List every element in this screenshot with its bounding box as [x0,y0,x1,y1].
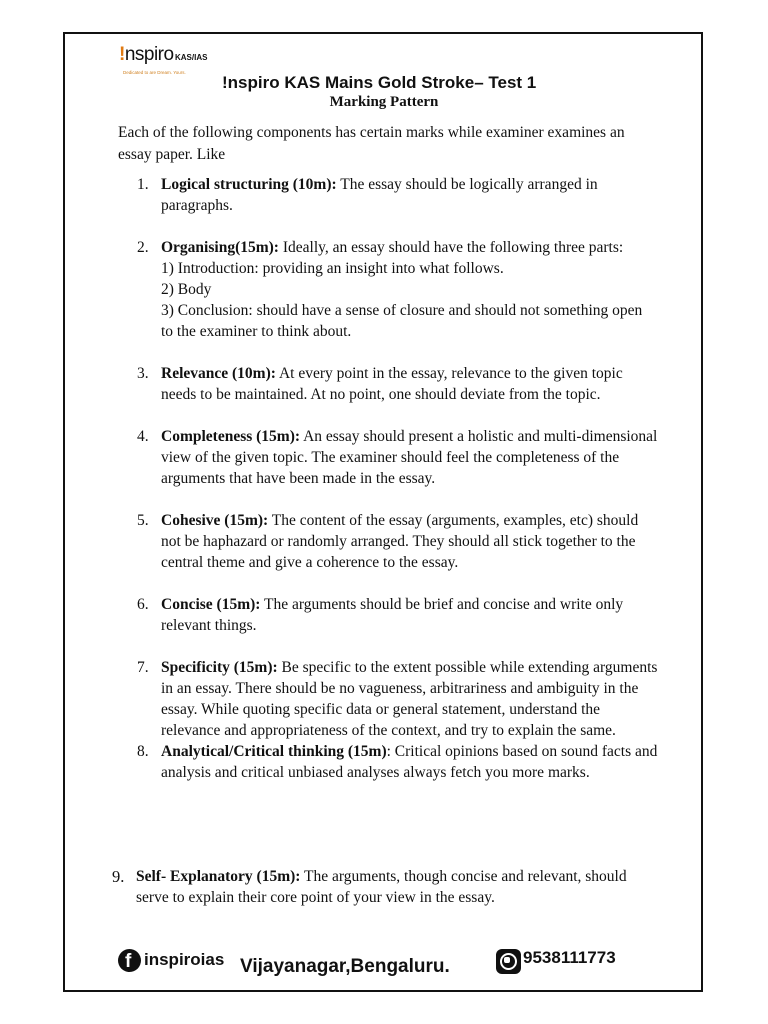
list-item [118,594,658,636]
item-heading: Logical structuring (10m): [161,176,337,193]
item-heading: Self- Explanatory (15m): [136,868,301,885]
item-text: The content of the essay (arguments, examples, etc) should not be haphazard or randomly arranged. They should all stick together to the central theme and give a coherence to the essay. [161,512,639,571]
item-heading: Specificity (15m): [161,659,278,676]
list-item [118,363,658,405]
item-heading: Analytical/Critical thinking (15m) [161,743,387,760]
item-subline: 1) Introduction: providing an insight into what follows. [161,260,504,277]
item-heading: Relevance (10m): [161,365,276,382]
item-number: 4. [137,428,149,445]
list-item [118,426,658,489]
item-number: 5. [137,512,149,529]
item-subline: 3) Conclusion: should have a sense of closure and should not something open to the examiner to think about. [161,302,643,340]
item-number: 2. [137,239,149,256]
logo-bang: ! [119,44,125,65]
logo-superscript: KAS/IAS [175,53,208,62]
phone-number: 9538111773 [523,948,616,967]
list-item [118,237,658,342]
item-text: Be specific to the extent possible while extending arguments in an essay. There should be no vagueness, arbitrariness and ambiguity in the essay. While quoting specific data or general statement, understand the relevance and appropriateness of the context, and try to explain the same. [161,659,658,739]
item-text: At every point in the essay, relevance to the given topic needs to be maintained. At no point, one should deviate from the topic. [161,365,623,403]
list-item [112,866,657,908]
list-item [118,741,658,783]
page-subtitle: Marking Pattern [329,94,439,110]
item-subline: 2) Body [161,281,212,298]
item-number: 7. [137,659,149,676]
item-text: The essay should be logically arranged in paragraphs. [161,176,598,214]
logo-tagline: Dedicated to are Dream. Yours. [123,70,186,75]
social-handle: inspiroias [144,950,225,969]
item-number: 3. [137,365,149,382]
whatsapp-icon [496,949,521,974]
list-item [118,510,658,573]
marking-list [118,174,658,783]
list-item [118,657,658,741]
item-text: An essay should present a holistic and multi-dimensional view of the given topic. The examiner should feel the completeness of the arguments that have been made in the essay. [161,428,658,487]
item-text: : Critical opinions based on sound facts and analysis and critical unbiased analyses always fetch you more marks. [161,743,658,781]
intro-paragraph: Each of the following components has certain marks while examiner examines an essay paper. Like [118,124,625,163]
item-text: Ideally, an essay should have the following three parts: [278,239,624,256]
item-heading: Cohesive (15m): [161,512,269,529]
footer [118,946,658,980]
item-heading: Organising(15m): [161,239,279,256]
item-number: 1. [137,176,149,193]
facebook-icon: f [118,949,141,972]
item-number: 8. [137,743,149,760]
item-text: The arguments, though concise and relevant, should serve to explain their core point of your view in the essay. [136,868,627,906]
inspiro-logo [119,44,219,84]
logo-word: nspiro [124,44,174,65]
item-text: The arguments should be brief and concise and write only relevant things. [161,596,624,634]
item-heading: Concise (15m): [161,596,261,613]
page-title: !nspiro KAS Mains Gold Stroke– Test 1 [222,73,537,92]
item-heading: Completeness (15m): [161,428,301,445]
location-text: Vijayanagar,Bengaluru. [240,956,450,977]
item-number: 6. [137,596,149,613]
item-number: 9. [112,867,125,886]
list-item [118,174,658,216]
